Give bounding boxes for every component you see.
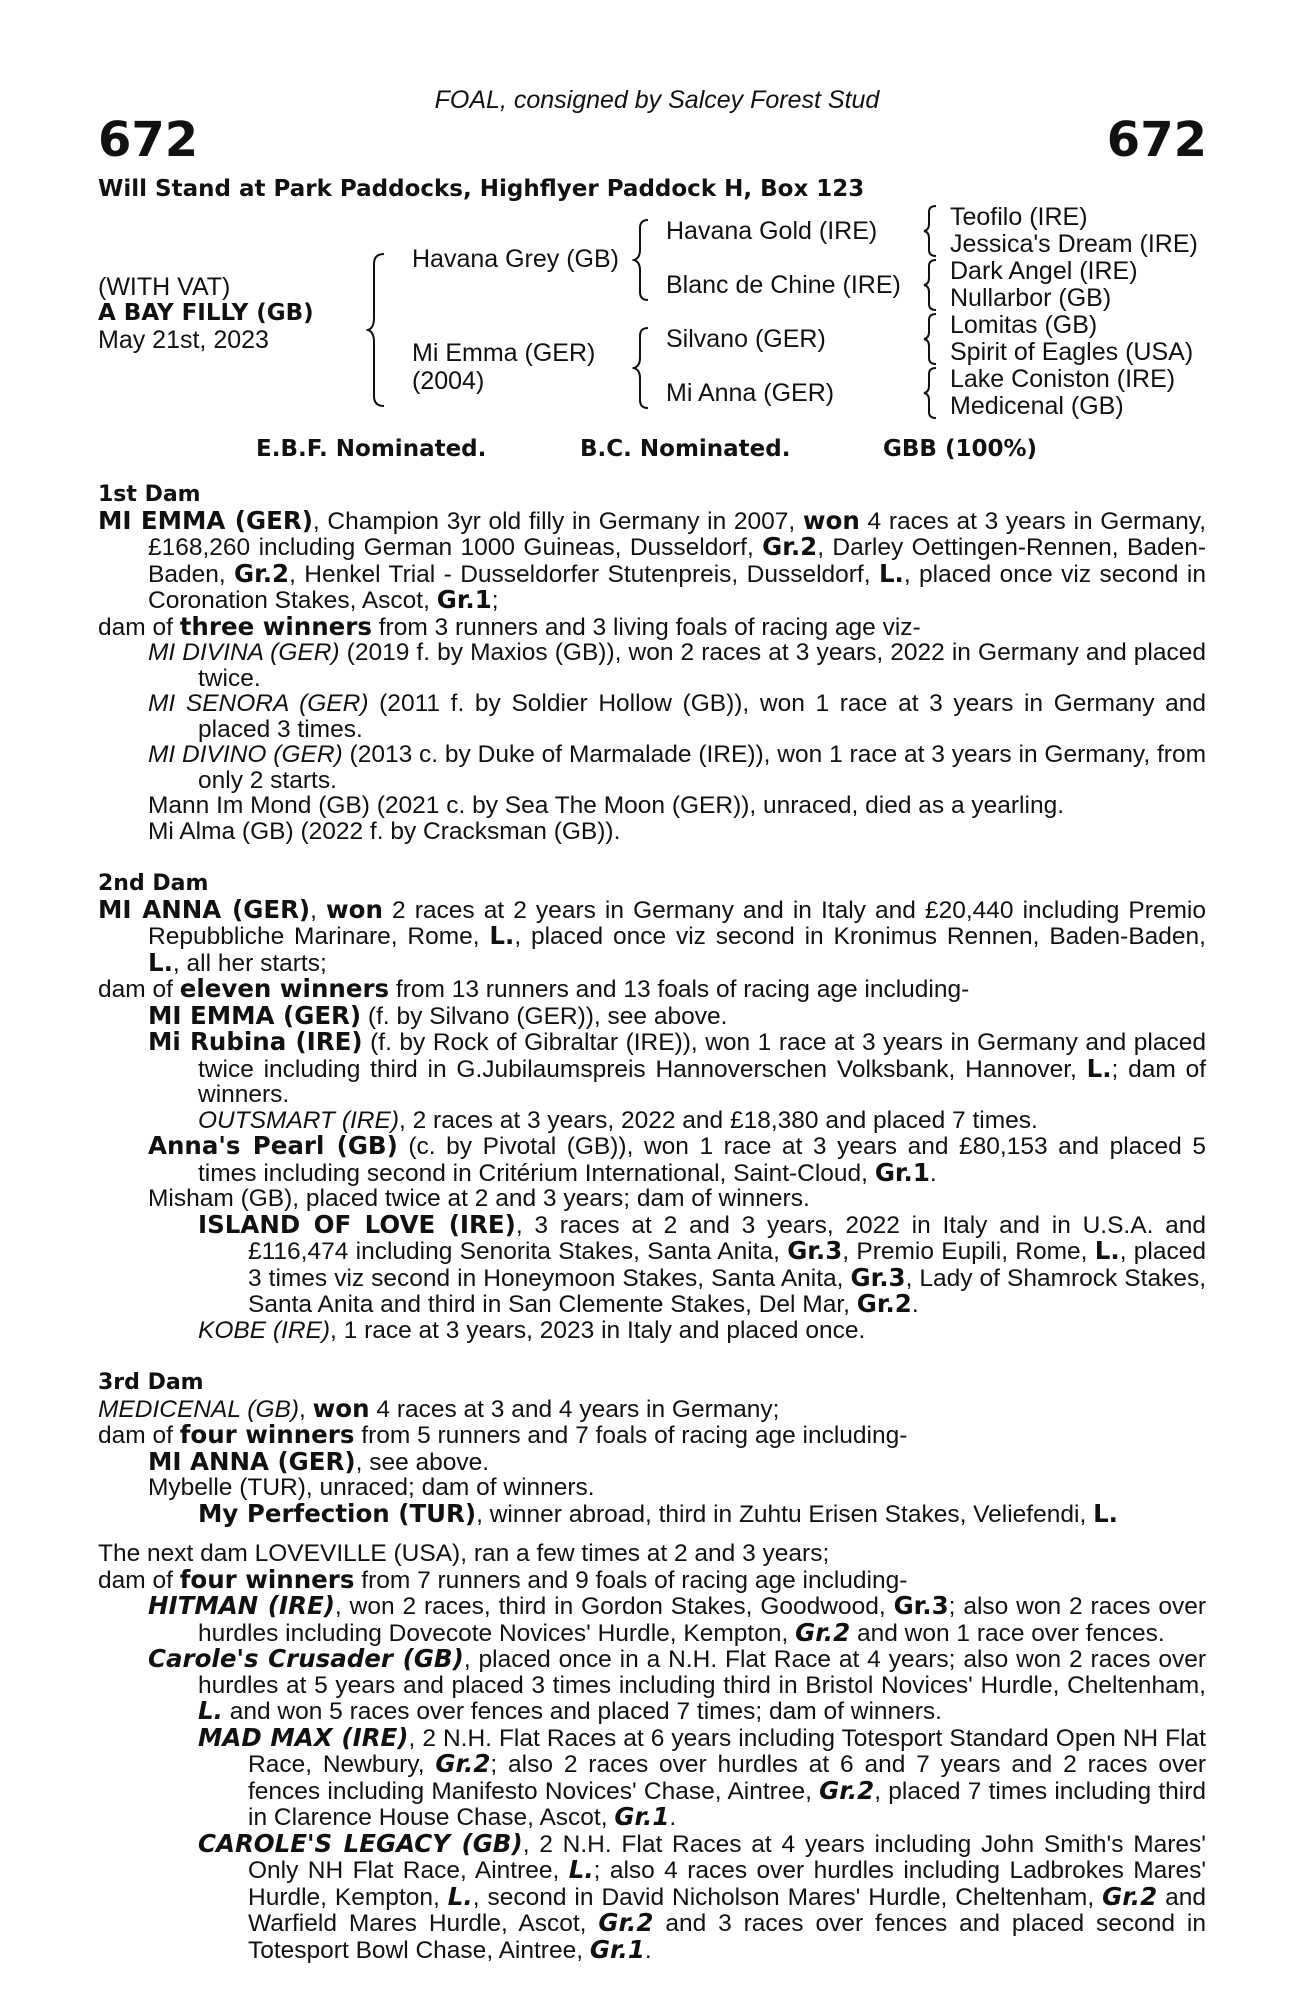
lot-horse-name: A BAY FILLY (GB) <box>98 300 314 326</box>
text-run: and Warfield Mares Hurdle, Ascot, <box>248 1883 1206 1937</box>
text-run: , 2 N.H. Flat Races at 6 years including Totesport Standard Open NH Flat Race, Newbury, <box>248 1724 1206 1778</box>
emphasis-run: Gr.1 <box>874 1157 930 1187</box>
emphasis-run: Gr.2 <box>795 1617 851 1647</box>
vat-note: (WITH VAT) <box>98 273 231 301</box>
stand-location: Will Stand at Park Paddocks, Highflyer Paddock H, Box 123 <box>98 176 865 202</box>
produce-entry <box>98 1646 1206 1725</box>
granddam-1: Jessica's Dream (IRE) <box>950 230 1198 258</box>
sire-dam: Blanc de Chine (IRE) <box>666 271 901 299</box>
emphasis-run: HITMAN (IRE) <box>148 1591 335 1620</box>
text-run: , 3 races at 2 and 3 years, 2022 in Italy and in U.S.A. and £116,474 including Senorita Stakes, Santa Anita, <box>248 1211 1207 1265</box>
emphasis-run: L. <box>447 1881 473 1911</box>
text-run: ; also 4 races over hurdles including Ladbrokes Mares' Hurdle, Kempton, <box>248 1857 1206 1911</box>
dam-dam: Mi Anna (GER) <box>666 379 835 407</box>
next-dam-produce-summary <box>98 1564 1206 1594</box>
emphasis-run: MI SENORA (GER) <box>148 690 369 717</box>
emphasis-run: Mi Rubina (IRE) <box>148 1027 363 1056</box>
text-run: (c. by Pivotal (GB)), won 1 race at 3 years and £80,153 and placed 5 times including second in Critérium International, Saint-Cloud, <box>198 1133 1206 1187</box>
text-run: , Lady of Shamrock Stakes, Santa Anita and third in San Clemente Stakes, Del Mar, <box>248 1264 1207 1318</box>
pedigree-bracket-g4 <box>922 366 940 420</box>
pedigree-bracket-g3 <box>922 312 940 366</box>
produce-entry <box>98 793 1206 819</box>
sire: Havana Grey (GB) <box>412 245 620 273</box>
emphasis-run: MI ANNA (GER) <box>148 1446 356 1476</box>
produce-entry <box>98 1209 1207 1318</box>
emphasis-run: KOBE (IRE) <box>198 1316 331 1344</box>
third-dam-heading: 3rd Dam <box>98 1370 204 1395</box>
text-run: . <box>929 1159 937 1187</box>
text-run: , placed once viz second in Kronimus Rennen, Baden-Baden, <box>514 923 1206 950</box>
emphasis-run: L. <box>1093 1498 1118 1528</box>
emphasis-run: L. <box>568 1855 594 1884</box>
emphasis-run: L. <box>489 921 515 950</box>
produce-entry <box>98 1186 1206 1212</box>
emphasis-run: Gr.1 <box>614 1802 670 1831</box>
consignor-subtitle: FOAL, consigned by Salcey Forest Stud <box>434 86 880 114</box>
emphasis-run: Gr.2 <box>598 1908 654 1937</box>
emphasis-run: eleven winners <box>179 974 390 1003</box>
emphasis-run: Gr.2 <box>856 1289 912 1318</box>
text-run: dam of <box>98 1566 180 1594</box>
emphasis-run: Gr.1 <box>589 1934 645 1964</box>
produce-entry <box>98 1498 1206 1528</box>
text-run: , won 2 races, third in Gordon Stakes, Goodwood, <box>334 1593 894 1620</box>
text-run: ; also 2 races over hurdles at 6 and 7 years and 2 races over fences including Manifesto Novices' Chase, Aintree, <box>248 1751 1206 1805</box>
lot-number-left: 672 <box>98 112 199 168</box>
text-run: , 2 races at 3 years, 2022 and £18,380 and placed 7 times. <box>399 1106 1038 1134</box>
granddam-4: Medicenal (GB) <box>950 392 1124 420</box>
text-run: from 3 runners and 3 living foals of racing age viz- <box>371 613 921 641</box>
emphasis-run: Gr.2 <box>762 532 818 561</box>
produce-entry <box>98 742 1206 793</box>
second-dam-produce-summary <box>98 976 1206 1003</box>
emphasis-run: ISLAND OF LOVE (IRE) <box>198 1209 516 1239</box>
third-dam-summary <box>98 1393 1206 1423</box>
text-run: dam of <box>98 613 180 641</box>
text-run: and 3 races over fences and placed second in Totesport Bowl Chase, Aintree, <box>248 1910 1206 1964</box>
emphasis-run: MI EMMA (GER) <box>148 1000 362 1030</box>
emphasis-run: won <box>326 894 383 924</box>
lot-number-right: 672 <box>1106 112 1207 168</box>
dam: Mi Emma (GER) <box>412 339 596 367</box>
text-run: , placed once in a N.H. Flat Race at 4 years; also won 2 races over hurdles at 5 years and placed 3 times including third in Bristol Novices' Hurdle, Cheltenham, <box>198 1646 1207 1699</box>
produce-entry <box>98 1318 1206 1344</box>
emphasis-run: MEDICENAL (GB) <box>98 1395 300 1423</box>
emphasis-run: Gr.2 <box>1102 1881 1158 1911</box>
emphasis-run: Gr.2 <box>435 1749 491 1778</box>
text-run: Mann Im Mond (GB) (2021 c. by Sea The Moon (GER)), unraced, died as a yearling. <box>148 792 1064 819</box>
first-dam-heading: 1st Dam <box>98 482 201 507</box>
second-dam-heading: 2nd Dam <box>98 871 209 896</box>
text-run: . <box>669 1804 677 1831</box>
produce-entry <box>98 691 1206 742</box>
grandsire-4: Lake Coniston (IRE) <box>950 365 1176 393</box>
produce-entry <box>98 640 1206 691</box>
produce-entry <box>98 1828 1206 1964</box>
grandsire-1: Teofilo (IRE) <box>950 203 1088 231</box>
text-run: from 7 runners and 9 foals of racing age including- <box>354 1566 908 1594</box>
first-dam-summary <box>98 505 1206 614</box>
emphasis-run: CAROLE'S LEGACY (GB) <box>198 1828 523 1858</box>
emphasis-run: Gr.3 <box>893 1591 949 1620</box>
produce-entry <box>98 1029 1206 1108</box>
text-run: and won 1 race over fences. <box>850 1619 1165 1647</box>
emphasis-run: L. <box>1094 1236 1120 1265</box>
text-run: 4 races at 3 years in Germany, £168,260 including German 1000 Guineas, Dusseldorf, <box>148 507 1206 561</box>
emphasis-run: MI DIVINA (GER) <box>148 639 340 666</box>
emphasis-run: MAD MAX (IRE) <box>198 1722 409 1752</box>
emphasis-run: Anna's Pearl (GB) <box>148 1131 398 1160</box>
third-dam-produce-summary <box>98 1422 1206 1449</box>
produce-entry <box>98 1133 1206 1186</box>
text-run: (2019 f. by Maxios (GB)), won 2 races at 3 years, 2022 in Germany and placed twice. <box>198 639 1207 692</box>
dam-year: (2004) <box>412 367 485 395</box>
text-run: , 2 N.H. Flat Races at 4 years including John Smith's Mares' Only NH Flat Race, Aintree, <box>248 1830 1206 1884</box>
emphasis-run: Gr.2 <box>819 1775 875 1805</box>
emphasis-run: MI DIVINO (GER) <box>148 741 343 768</box>
emphasis-run: four winners <box>179 1564 355 1594</box>
text-run: dam of <box>98 1422 180 1449</box>
text-run: ; also won 2 races over hurdles including Dovecote Novices' Hurdle, Kempton, <box>198 1593 1206 1647</box>
text-run: , winner abroad, third in Zuhtu Erisen Stakes, Veliefendi, <box>476 1500 1094 1528</box>
produce-entry <box>98 1000 1206 1030</box>
foaling-date: May 21st, 2023 <box>98 326 269 354</box>
emphasis-run: Carole's Crusader (GB) <box>148 1644 464 1673</box>
emphasis-run: Gr.2 <box>234 558 290 588</box>
text-run: 2 races at 2 years in Germany and in Italy and £20,440 including Premio Repubbliche Marinare, Rome, <box>148 896 1206 950</box>
emphasis-run: three winners <box>179 611 372 641</box>
text-run: , <box>310 896 327 924</box>
pedigree-bracket-main <box>366 252 388 408</box>
pedigree-bracket-g2 <box>922 258 940 312</box>
text-run: . <box>911 1291 919 1318</box>
grandsire-3: Lomitas (GB) <box>950 311 1098 339</box>
emphasis-run: OUTSMART (IRE) <box>198 1106 399 1134</box>
emphasis-run: L. <box>878 558 904 588</box>
emphasis-run: MI EMMA (GER) <box>98 505 313 535</box>
text-run: and won 5 races over fences and placed 7 times; dam of winners. <box>222 1698 942 1725</box>
text-run: (f. by Silvano (GER)), see above. <box>361 1002 728 1030</box>
granddam-3: Spirit of Eagles (USA) <box>950 338 1194 366</box>
emphasis-run: Gr.3 <box>850 1262 906 1292</box>
sire-sire: Havana Gold (IRE) <box>666 217 878 245</box>
produce-entry <box>98 1446 1206 1476</box>
produce-entry <box>98 819 1206 845</box>
produce-entry <box>98 1722 1206 1831</box>
text-run: , Champion 3yr old filly in Germany in 2007, <box>312 507 803 535</box>
ebf-nomination: E.B.F. Nominated. <box>256 436 487 462</box>
second-dam-summary <box>98 894 1206 977</box>
text-run: , see above. <box>355 1448 490 1476</box>
emphasis-run: L. <box>198 1696 223 1725</box>
grandsire-2: Dark Angel (IRE) <box>950 257 1138 285</box>
text-run: , placed 3 times viz second in Honeymoon Stakes, Santa Anita, <box>248 1238 1206 1292</box>
text-run: (2013 c. by Duke of Marmalade (IRE)), won 1 race at 3 years in Germany, from only 2 starts. <box>198 741 1207 794</box>
text-run: , placed once viz second in Coronation Stakes, Ascot, <box>148 560 1206 614</box>
emphasis-run: Gr.3 <box>787 1236 843 1265</box>
granddam-2: Nullarbor (GB) <box>950 284 1112 312</box>
text-run: (2011 f. by Soldier Hollow (GB)), won 1 race at 3 years in Germany and placed 3 times. <box>198 690 1206 743</box>
pedigree-bracket-dam <box>632 326 652 410</box>
text-run: , Henkel Trial - Dusseldorfer Stutenpreis, Dusseldorf, <box>289 560 879 588</box>
text-run: , Darley Oettingen-Rennen, Baden-Baden, <box>148 534 1206 588</box>
pedigree-bracket-sire <box>632 218 652 302</box>
emphasis-run: My Perfection (TUR) <box>198 1498 477 1528</box>
family-notes <box>98 482 1206 1963</box>
next-dam-summary <box>98 1541 1206 1567</box>
emphasis-run: L. <box>1086 1053 1112 1083</box>
text-run: , second in David Nicholson Mares' Hurdle, Cheltenham, <box>472 1883 1103 1911</box>
text-run: dam of <box>98 976 180 1003</box>
emphasis-run: won <box>312 1393 370 1423</box>
produce-entry <box>98 1593 1206 1646</box>
text-run: , 1 race at 3 years, 2023 in Italy and placed once. <box>330 1316 866 1344</box>
emphasis-run: Gr.1 <box>436 585 492 614</box>
text-run: , all her starts; <box>172 949 327 977</box>
text-run: , Premio Eupili, Rome, <box>842 1238 1095 1265</box>
text-run: Mi Alma (GB) (2022 f. by Cracksman (GB)). <box>148 817 621 845</box>
first-dam-produce-summary <box>98 611 1206 641</box>
text-run: , placed 7 times including third in Clarence House Chase, Ascot, <box>248 1777 1206 1831</box>
pedigree-bracket-g1 <box>922 204 940 258</box>
text-run: from 13 runners and 13 foals of racing age including- <box>389 976 970 1003</box>
text-run: ; dam of winners. <box>198 1055 1207 1108</box>
emphasis-run: won <box>802 505 860 535</box>
text-run: (f. by Rock of Gibraltar (IRE)), won 1 race at 3 years in Germany and placed twice including third in G.Jubilaumspreis Hannoverschen Volksbank, Hannover, <box>198 1029 1206 1083</box>
text-run: Misham (GB), placed twice at 2 and 3 years; dam of winners. <box>148 1185 810 1212</box>
emphasis-run: four winners <box>179 1420 355 1449</box>
text-run: 4 races at 3 and 4 years in Germany; <box>369 1395 780 1423</box>
text-run: The next dam LOVEVILLE (USA), ran a few times at 2 and 3 years; <box>98 1540 830 1567</box>
text-run: , <box>299 1395 313 1423</box>
gbb-status: GBB (100%) <box>883 436 1038 462</box>
text-run: ; <box>491 587 499 614</box>
text-run: from 5 runners and 7 foals of racing age including- <box>354 1422 908 1449</box>
bc-nomination: B.C. Nominated. <box>580 436 791 462</box>
text-run: Mybelle (TUR), unraced; dam of winners. <box>148 1474 595 1501</box>
emphasis-run: L. <box>148 947 173 977</box>
dam-sire: Silvano (GER) <box>666 325 826 353</box>
emphasis-run: MI ANNA (GER) <box>98 894 311 924</box>
produce-entry <box>98 1108 1206 1134</box>
produce-entry <box>98 1475 1206 1501</box>
text-run: . <box>644 1936 652 1964</box>
